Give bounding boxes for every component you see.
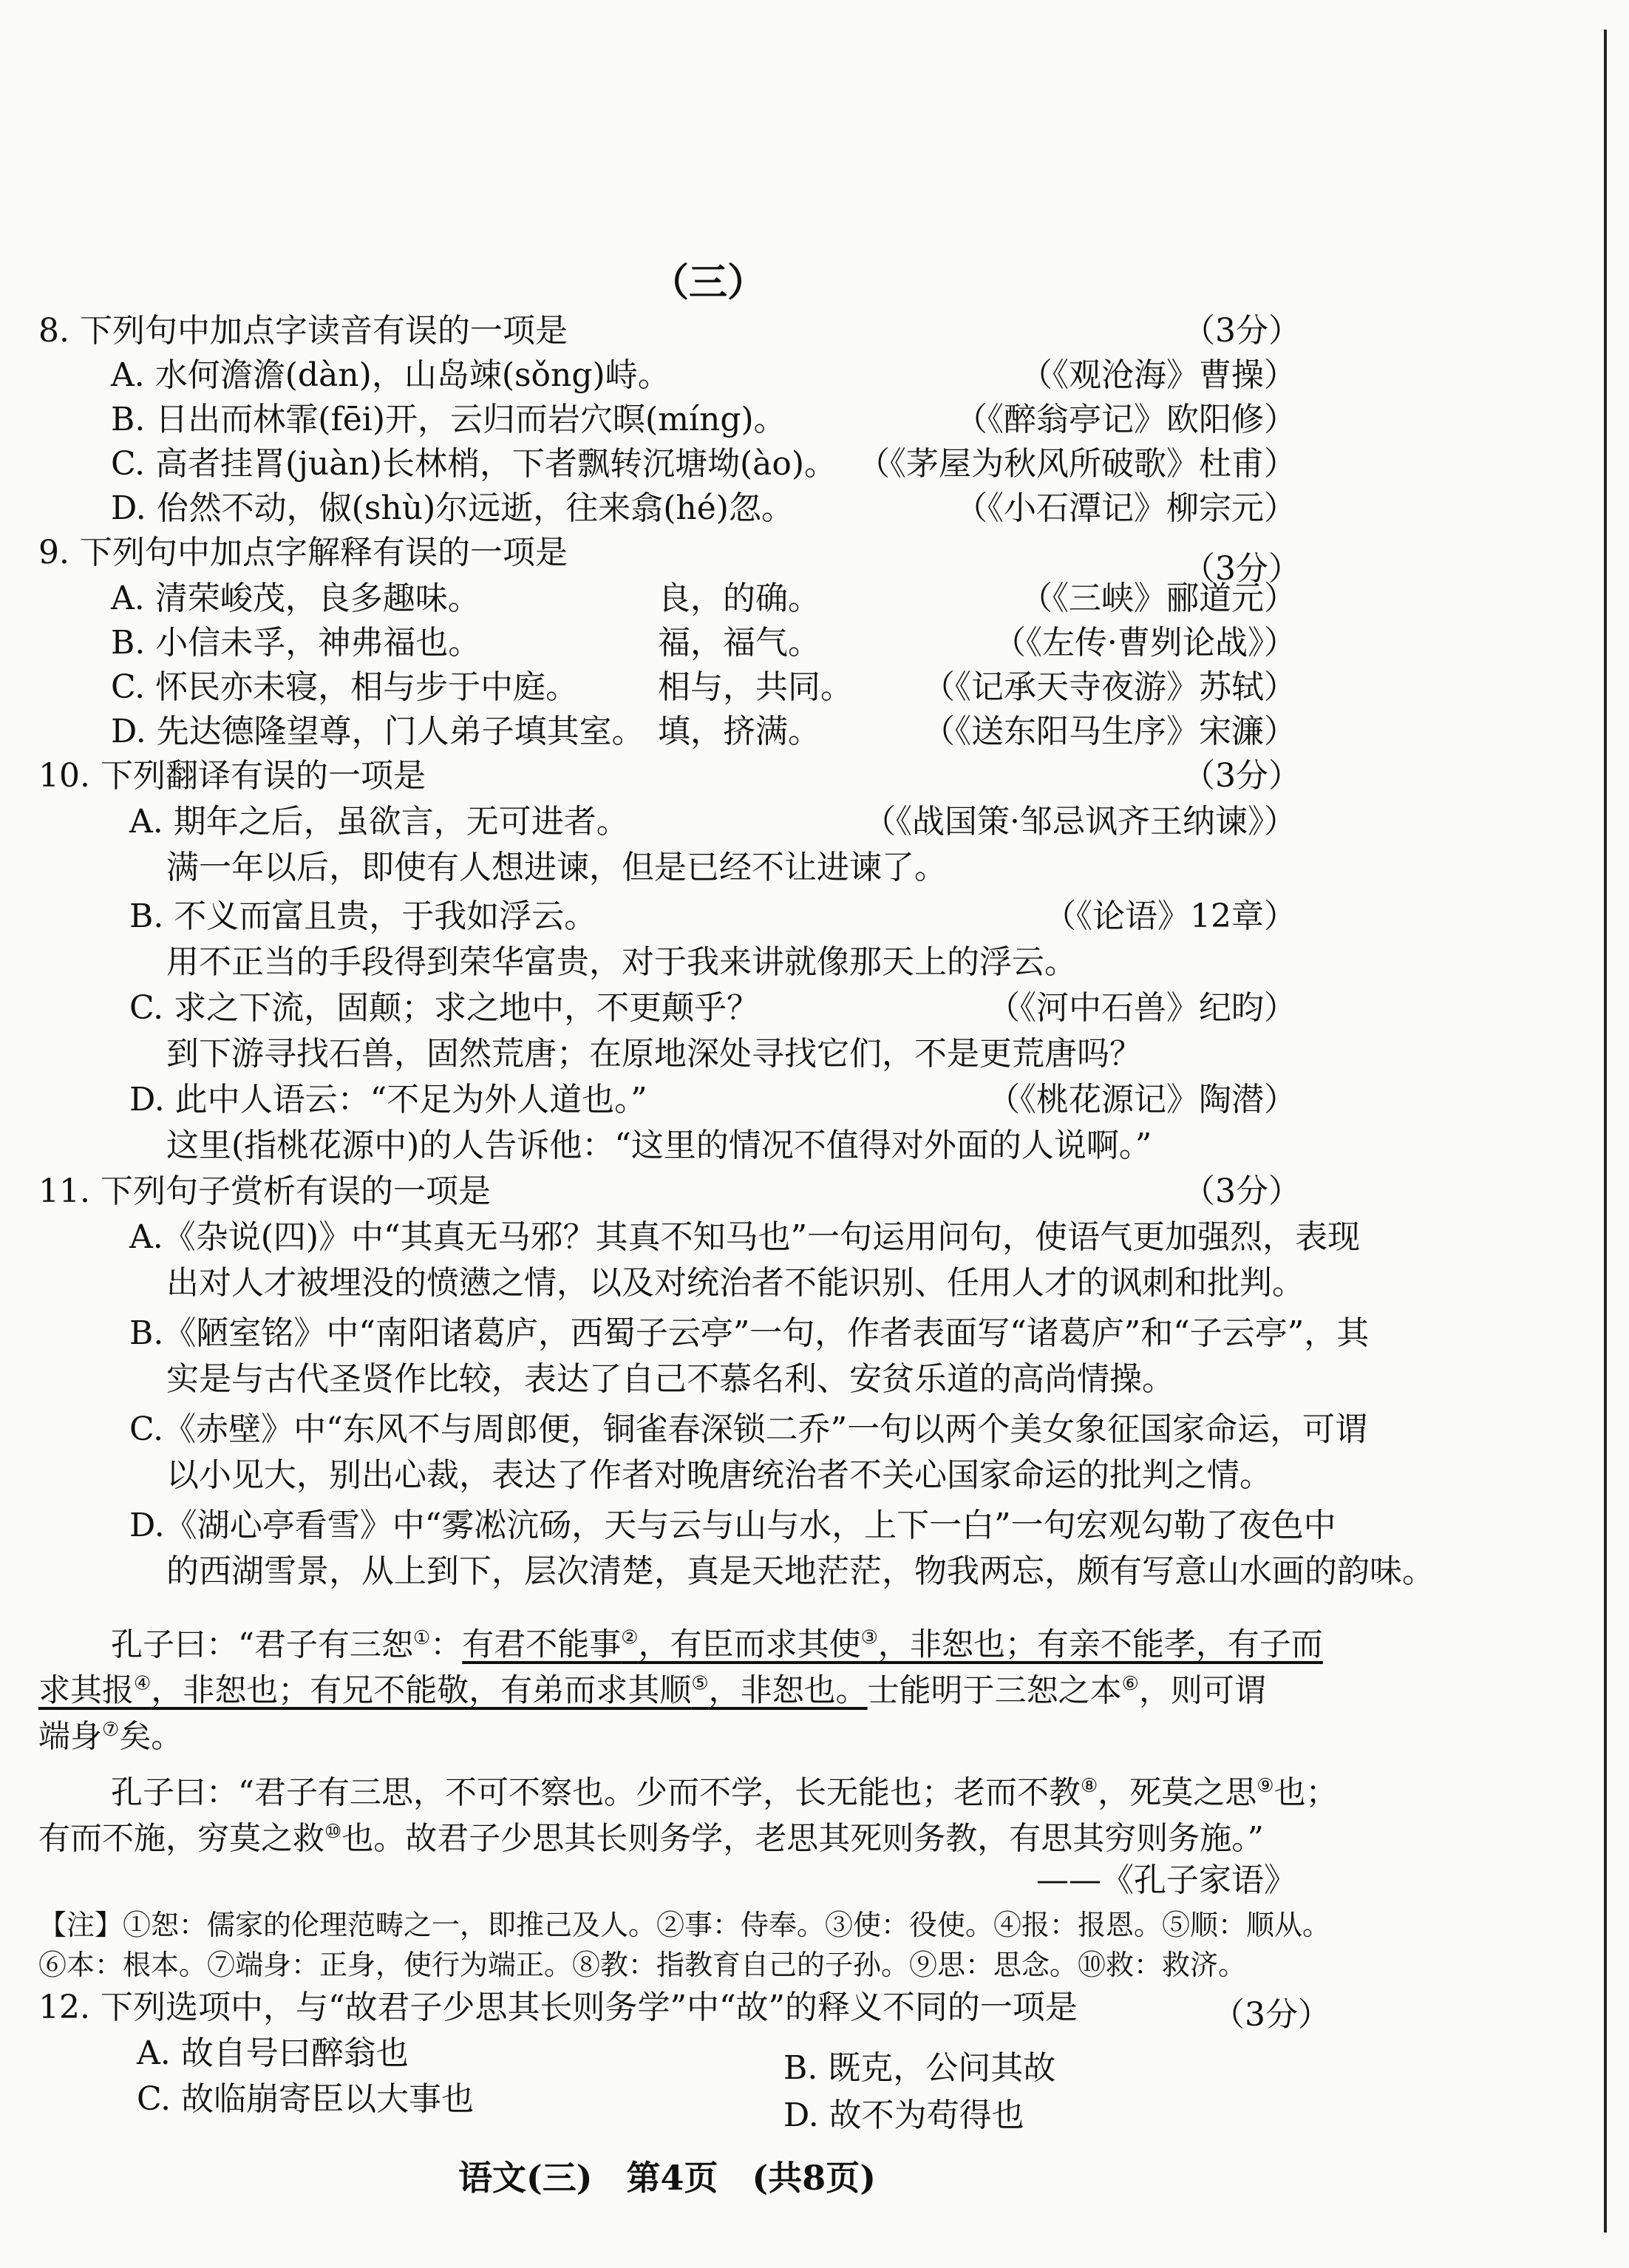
q9-option-b-source: （《左传·曹刿论战》） bbox=[993, 624, 1296, 662]
q12-option-d: D. 故不为苟得也 bbox=[783, 2096, 1024, 2134]
q8-option-a-source: （《观沧海》曹操） bbox=[1020, 356, 1296, 394]
q11-option-d-line2: 的西湖雪景，从上到下，层次清楚，真是天地茫茫，物我两忘，颇有写意山水画的韵味。 bbox=[166, 1552, 1435, 1590]
q10-option-a: A. 期年之后，虽欲言，无可进者。 bbox=[129, 803, 629, 841]
q11-option-c-line2: 以小见大，别出心裁，表达了作者对晚唐统治者不关心国家命运的批判之情。 bbox=[166, 1456, 1272, 1494]
q10-option-c: C. 求之下流，固颠；求之地中，不更颠乎？ bbox=[129, 989, 760, 1027]
q9-option-c-gloss: 相与，共同。 bbox=[658, 668, 853, 706]
q8-option-c-source: （《茅屋为秋风所破歌》杜甫） bbox=[857, 445, 1296, 483]
q11-option-d-line1: D.《湖心亭看雪》中“雾凇沆砀，天与云与山与水，上下一白”一句宏观勾勒了夜色中 bbox=[129, 1507, 1336, 1544]
q10-option-b-source: （《论语》12章） bbox=[1044, 897, 1296, 935]
q12-score: （3分） bbox=[1212, 1996, 1330, 2034]
q10-option-d-source: （《桃花源记》陶潜） bbox=[987, 1081, 1296, 1118]
q11-option-c-line1: C.《赤壁》中“东风不与周郎便，铜雀春深锁二乔”一句以两个美女象征国家命运，可谓 bbox=[129, 1410, 1368, 1448]
q8-option-d-source: （《小石潭记》柳宗元） bbox=[955, 489, 1296, 527]
q8-stem: 8. 下列句中加点字读音有误的一项是 bbox=[38, 312, 568, 350]
q9-option-c: C. 怀民亦未寝，相与步于中庭。 bbox=[111, 668, 579, 706]
q9-stem: 9. 下列句中加点字解释有误的一项是 bbox=[38, 534, 568, 571]
q10-option-d: D. 此中人语云：“不足为外人道也。” bbox=[129, 1081, 647, 1118]
q10-option-d-translation: 这里(指桃花源中)的人告诉他：“这里的情况不值得对外面的人说啊。” bbox=[166, 1127, 1152, 1164]
q9-option-a: A. 清荣峻茂，良多趣味。 bbox=[111, 580, 480, 617]
q9-option-d-source: （《送东阳马生序》宋濂） bbox=[922, 713, 1296, 750]
q11-option-a-line2: 出对人才被埋没的愤懑之情，以及对统治者不能识别、任用人才的讽刺和批判。 bbox=[166, 1264, 1305, 1302]
q12-stem: 12. 下列选项中，与“故君子少思其长则务学”中“故”的释义不同的一项是 bbox=[38, 1989, 1078, 2026]
page-footer: 语文(三) 第4页 (共8页) bbox=[458, 2158, 877, 2198]
passage-p1-line3: 端身⑦矣。 bbox=[38, 1718, 183, 1756]
q10-option-b-translation: 用不正当的手段得到荣华富贵，对于我来讲就像那天上的浮云。 bbox=[166, 943, 1077, 981]
q9-option-d: D. 先达德隆望尊，门人弟子填其室。 bbox=[111, 713, 645, 750]
section-title: （三） bbox=[650, 260, 766, 305]
q9-option-d-gloss: 填，挤满。 bbox=[658, 713, 820, 750]
q10-score: （3分） bbox=[1183, 757, 1301, 795]
q9-score: （3分） bbox=[1183, 550, 1301, 588]
q10-option-c-source: （《河中石兽》纪昀） bbox=[987, 989, 1296, 1027]
q9-option-a-source: （《三峡》郦道元） bbox=[1020, 580, 1296, 617]
q8-option-d: D. 佁然不动，俶(shù)尔远逝，往来翕(hé)忽。 bbox=[111, 489, 794, 527]
q9-option-b-gloss: 福，福气。 bbox=[658, 624, 820, 662]
q9-option-b: B. 小信未孚，神弗福也。 bbox=[111, 624, 481, 662]
q10-option-b: B. 不义而富且贵，于我如浮云。 bbox=[129, 897, 597, 935]
q11-option-b-line2: 实是与古代圣贤作比较，表达了自己不慕名利、安贫乐道的高尚情操。 bbox=[166, 1360, 1174, 1398]
q11-stem: 11. 下列句子赏析有误的一项是 bbox=[38, 1172, 491, 1210]
q9-option-a-gloss: 良，的确。 bbox=[658, 580, 820, 617]
notes-line1: 【注】①恕：儒家的伦理范畴之一，即推己及人。②事：侍奉。③使：役使。④报：报恩。⑤顺：顺从。 bbox=[38, 1909, 1331, 1941]
q12-option-b: B. 既克，公问其故 bbox=[783, 2049, 1056, 2087]
q8-score: （3分） bbox=[1183, 312, 1301, 350]
q12-option-c: C. 故临崩寄臣以大事也 bbox=[137, 2080, 475, 2118]
q8-option-b-source: （《醉翁亭记》欧阳修） bbox=[955, 401, 1296, 438]
q10-stem: 10. 下列翻译有误的一项是 bbox=[38, 757, 426, 795]
passage-p2-line1: 孔子曰：“君子有三思，不可不察也。少而不学，长无能也；老而不教⑧，死莫之思⑨也； bbox=[111, 1774, 1338, 1812]
q8-option-a: A. 水何澹澹(dàn)，山岛竦(sǒng)峙。 bbox=[111, 356, 670, 394]
q11-option-a-line1: A.《杂说(四)》中“其真无马邪？其真不知马也”一句运用问句，使语气更加强烈，表现 bbox=[129, 1218, 1361, 1256]
passage-p2-line2: 有而不施，穷莫之救⑩也。故君子少思其长则务学，老思其死则务教，有思其穷则务施。” bbox=[38, 1820, 1264, 1858]
q11-option-b-line1: B.《陋室铭》中“南阳诸葛庐，西蜀子云亭”一句，作者表面写“诸葛庐”和“子云亭”，其 bbox=[129, 1314, 1370, 1352]
q10-option-a-source: （《战国策·邹忌讽齐王纳谏》） bbox=[863, 803, 1296, 841]
page-edge-line bbox=[1604, 30, 1607, 2233]
q11-score: （3分） bbox=[1183, 1172, 1301, 1210]
passage-attribution: ——《孔子家语》 bbox=[1036, 1861, 1296, 1899]
notes-line2: ⑥本：根本。⑦端身：正身，使行为端正。⑧教：指教育自己的子孙。⑨思：思念。⑩救：救济。 bbox=[38, 1949, 1247, 1981]
q8-option-b: B. 日出而林霏(fēi)开，云归而岩穴暝(míng)。 bbox=[111, 401, 786, 438]
q8-option-c: C. 高者挂罥(juàn)长林梢，下者飘转沉塘坳(ào)。 bbox=[111, 445, 837, 483]
passage-p1-line2: 求其报④，非恕也；有兄不能敬，有弟而求其顺⑤，非恕也。士能明于三恕之本⑥，则可谓 bbox=[38, 1672, 1266, 1710]
q12-option-a: A. 故自号曰醉翁也 bbox=[137, 2034, 409, 2072]
q10-option-a-translation: 满一年以后，即使有人想进谏，但是已经不让进谏了。 bbox=[166, 849, 947, 886]
q9-option-c-source: （《记承天寺夜游》苏轼） bbox=[922, 668, 1296, 706]
q10-option-c-translation: 到下游寻找石兽，固然荒唐；在原地深处寻找它们，不是更荒唐吗？ bbox=[166, 1035, 1142, 1073]
passage-p1-line1: 孔子曰：“君子有三恕①：有君不能事②，有臣而求其使③，非恕也；有亲不能孝，有子而 bbox=[111, 1626, 1323, 1664]
